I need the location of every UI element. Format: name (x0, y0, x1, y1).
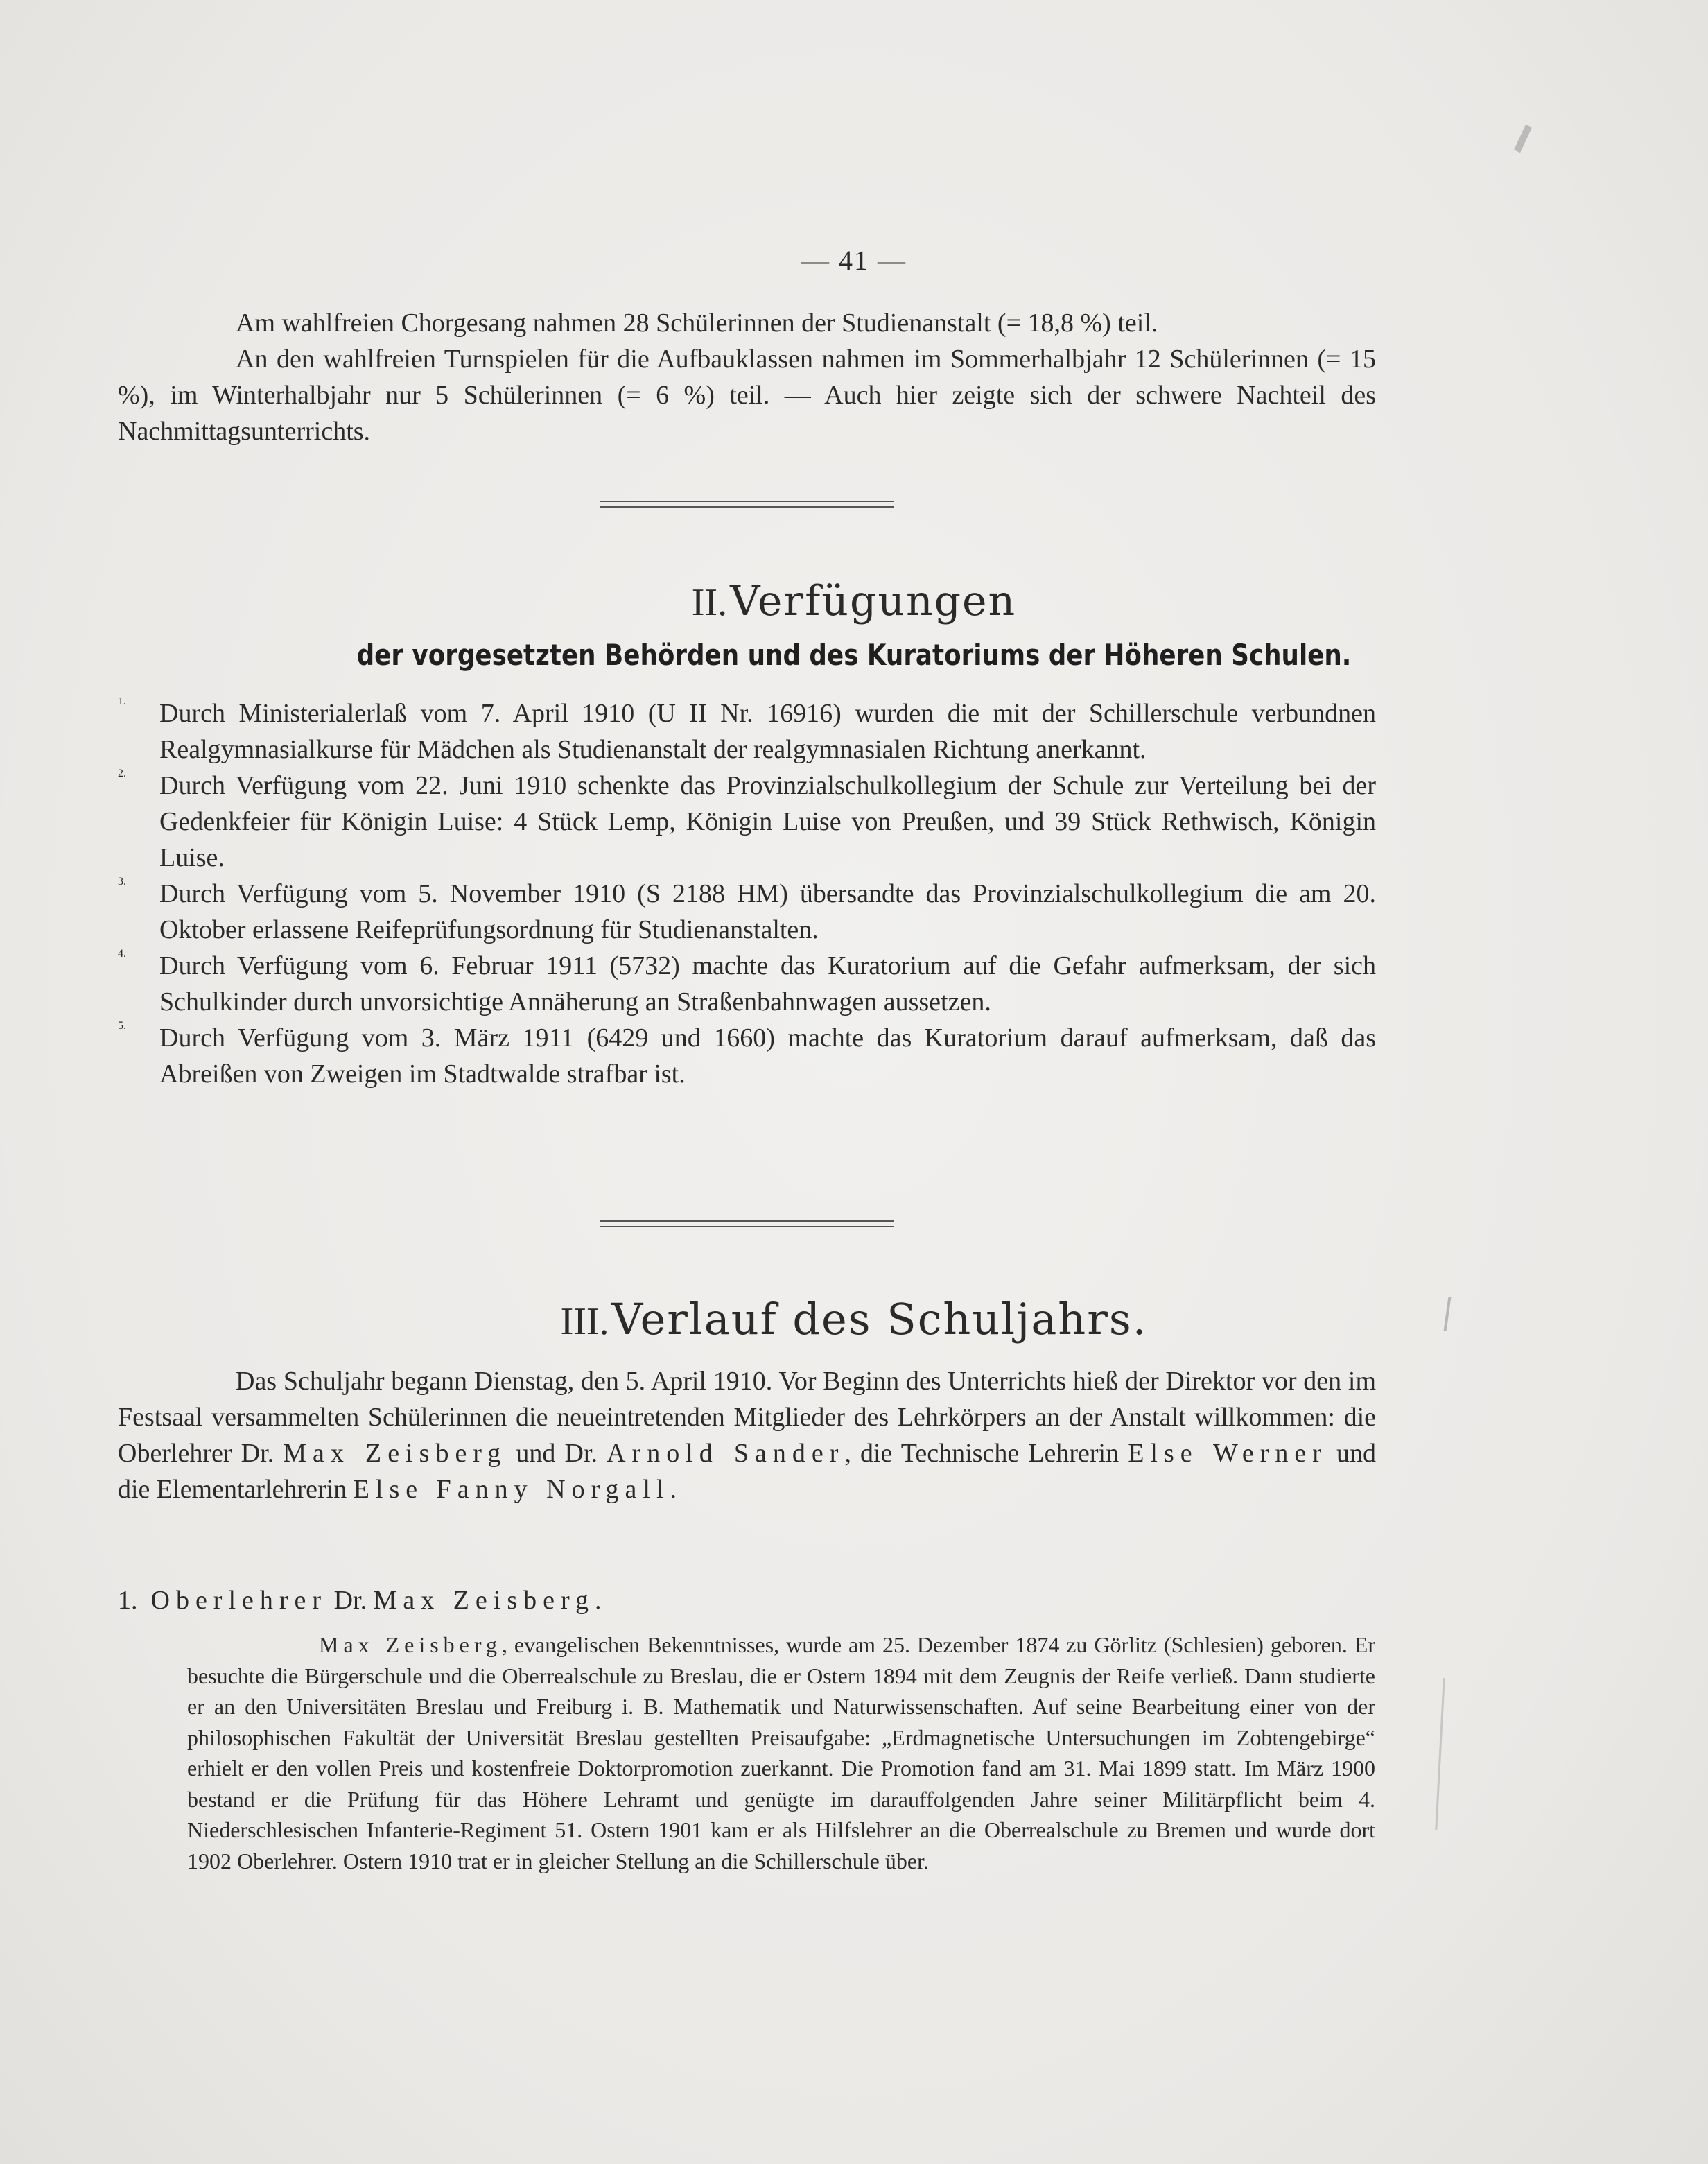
intro-block (118, 305, 1376, 449)
scan-mark (1435, 1678, 1445, 1830)
list-item-text: Durch Verfügung vom 3. März 1911 (6429 und 1660) machte das Kuratorium darauf aufmerksam, daß das Abreißen von Zweigen im Stadtwalde strafbar ist. (159, 1023, 1376, 1089)
bio-role: Oberlehrer (150, 1586, 328, 1615)
intro-text-5: . (670, 1475, 677, 1504)
intro-paragraph-gymnastics: An den wahlfreien Turnspielen für die Aufbauklassen nahmen im Sommerhalbjahr 12 Schülerinnen (= 15 %), im Winterhalbjahr nur 5 Schülerinnen (= 6 %) teil. — Auch hier zeigte sich der schwere Nachteil des Nachmittagsunterrichts. (118, 345, 1376, 446)
section-3-heading (0, 1294, 1708, 1344)
intro-text-2: und Dr. (507, 1439, 607, 1468)
teacher-name-zeisberg: Max Zeisberg (283, 1439, 507, 1468)
intro-text-3: , die Technische Lehrerin (844, 1439, 1128, 1468)
teacher-name-norgall: Else Fanny Norgall (353, 1475, 670, 1504)
list-item (118, 768, 1376, 876)
section-3-intro-paragraph (118, 1363, 1376, 1507)
list-item (118, 948, 1376, 1020)
section-3-title: Verlauf des Schuljahrs. (611, 1294, 1148, 1344)
bio-title: Dr. (333, 1586, 367, 1615)
bio-heading-line (118, 1582, 1376, 1618)
teacher-name-sander: Arnold Sander (607, 1439, 845, 1468)
bio-heading (118, 1582, 1376, 1618)
bio-text: , evangelischen Bekenntnisses, wurde am 25. Dezember 1874 zu Görlitz (Schlesien) geboren. Er besuchte die Bürgerschule und die Oberrealschule zu Breslau, die er Ostern 1894 mit dem Zeugnis der Reife verließ. Dann studierte er an den Universitäten Breslau und Freiburg i. B. Mathematik und Naturwissenschaften. Auf seine Bearbeitung einer von der philosophischen Fakultät der Universität Breslau gestellten Preisaufgabe: „Erdmagnetische Untersuchungen im Zobtengebirge“ erhielt er den vollen Preis und kostenfreie Doktorpromotion zuerkannt. Die Promotion fand am 31. Mai 1899 statt. Im März 1900 bestand er die Prüfung für das Höhere Lehramt und genügte im darauffolgenden Jahre seiner Militärpflicht beim 4. Niederschlesischen Infanterie-Regiment 51. Ostern 1901 kam er als Hilfslehrer an die Oberrealschule zu Bremen und wurde dort 1902 Oberlehrer. Ostern 1910 trat er in gleicher Stellung an die Schillerschule über. (187, 1632, 1376, 1873)
list-item-number: 1. (118, 695, 126, 707)
intro-paragraph-choir: Am wahlfreien Chorgesang nahmen 28 Schülerinnen der Studienanstalt (= 18,8 %) teil. (236, 309, 1158, 338)
teacher-name-werner: Else Werner (1128, 1439, 1327, 1468)
list-item (118, 876, 1376, 948)
bio-paragraph (187, 1629, 1375, 1876)
bio-text-name: Max Zeisberg (319, 1632, 502, 1657)
list-item-text: Durch Verfügung vom 6. Februar 1911 (5732) machte das Kuratorium auf die Gefahr aufmerksam, der sich Schulkinder durch unvorsichtige Annäherung an Straßenbahnwagen aussetzen. (159, 951, 1376, 1016)
section-2-roman: II. (691, 581, 728, 624)
section-divider-2 (600, 1220, 894, 1230)
list-item-number: 5. (118, 1020, 126, 1032)
section-2-list (118, 695, 1376, 1092)
list-item-number: 2. (118, 768, 126, 779)
section-divider-1 (600, 501, 894, 510)
list-item (118, 695, 1376, 768)
section-2-heading (0, 577, 1708, 625)
section-3-intro (118, 1363, 1376, 1507)
bio-name: Max Zeisberg. (373, 1586, 608, 1615)
list-item-text: Durch Verfügung vom 5. November 1910 (S 2188 HM) übersandte das Provinzialschulkollegium die am 20. Oktober erlassene Reifeprüfungsordnung für Studienanstalten. (159, 879, 1376, 944)
section-3-roman: III. (560, 1300, 609, 1343)
bio-body (189, 1629, 1375, 1876)
scan-mark (1514, 125, 1532, 153)
list-item-number: 4. (118, 948, 126, 960)
list-item (118, 1020, 1376, 1092)
section-2-title: Verfügungen (730, 577, 1017, 625)
intro-text-4: und die Elementarlehrerin (118, 1439, 1377, 1504)
bio-number: 1. (118, 1586, 138, 1615)
list-item-text: Durch Verfügung vom 22. Juni 1910 schenkte das Provinzialschulkollegium der Schule zur Verteilung bei der Gedenkfeier für Königin Luise: 4 Stück Lemp, Königin Luise von Preußen, und 39 Stück Rethwisch, Königin Luise. (159, 771, 1376, 872)
page-number: — 41 — (801, 245, 907, 276)
section-2-subtitle: der vorgesetzten Behörden und des Kuratoriums der Höheren Schulen. (356, 638, 1352, 672)
list-item-number: 3. (118, 876, 126, 888)
intro-text-1: Das Schuljahr begann Dienstag, den 5. April 1910. Vor Beginn des Unterrichts hieß der Direktor vor den im Festsaal versammelten Schülerinnen die neueintretenden Mitglieder des Lehrkörpers an der Anstalt willkommen: die Oberlehrer Dr. (118, 1367, 1376, 1468)
list-item-text: Durch Ministerialerlaß vom 7. April 1910 (U II Nr. 16916) wurden die mit der Schillerschule verbundnen Realgymnasialkurse für Mädchen als Studienanstalt der realgymnasialen Richtung anerkannt. (159, 699, 1376, 764)
